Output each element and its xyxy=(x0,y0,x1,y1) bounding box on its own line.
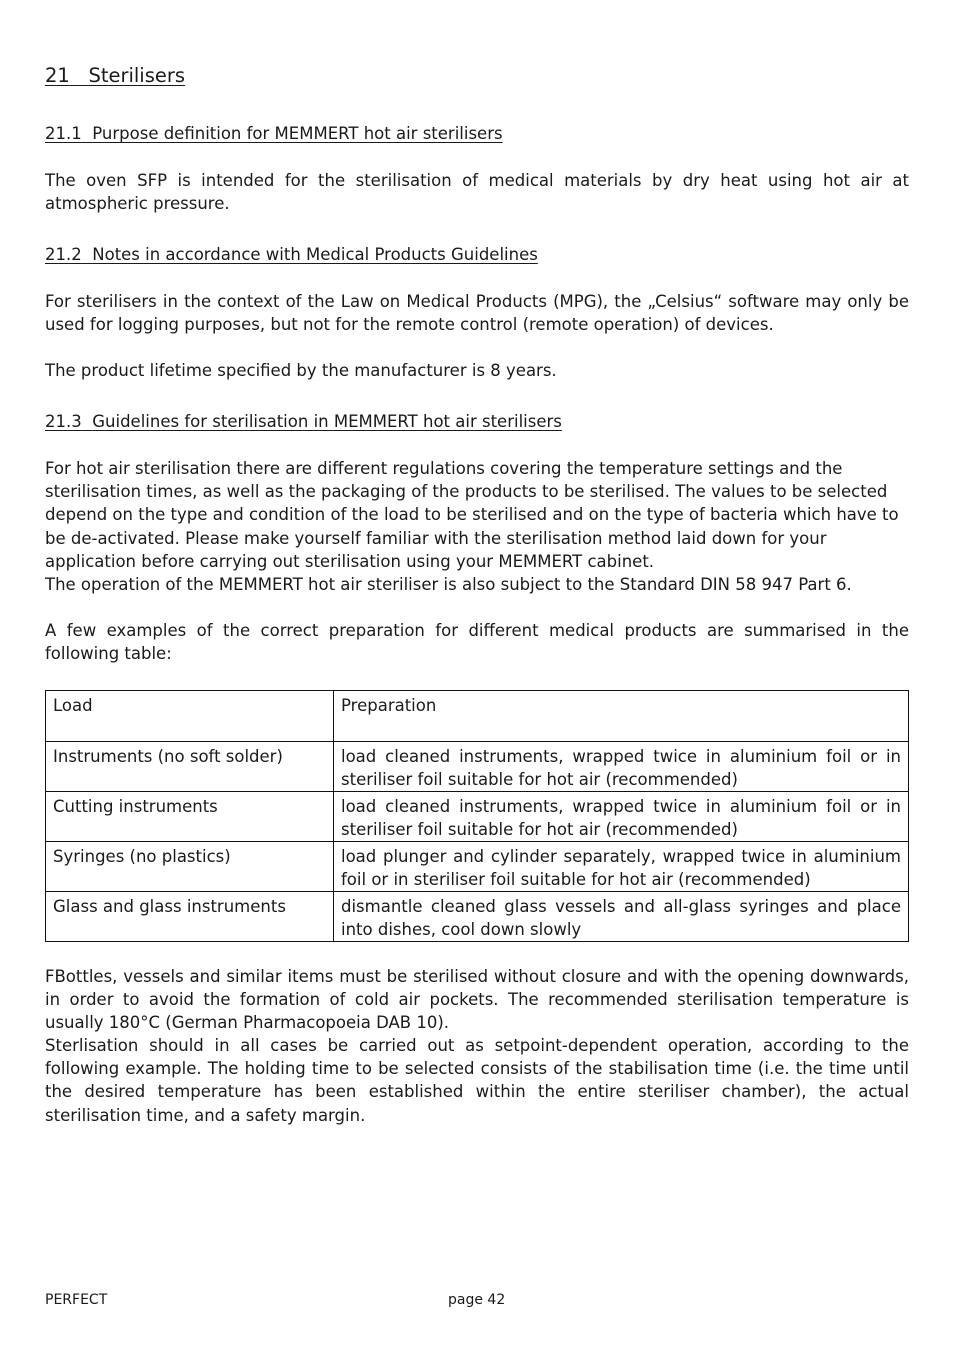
table-header-preparation: Preparation xyxy=(334,691,909,742)
paragraph-lifetime: The product lifetime specified by the manufacturer is 8 years. xyxy=(45,361,557,380)
table-cell-preparation: load cleaned instruments, wrapped twice in aluminium foil or in steriliser foil suitable for hot air (recommended) xyxy=(334,792,909,842)
table-row xyxy=(46,792,909,842)
table-cell-preparation: dismantle cleaned glass vessels and all-glass syringes and place into dishes, cool down slowly xyxy=(334,892,909,942)
subsection-number: 21.2 xyxy=(45,245,82,264)
footer-page-number: page 42 xyxy=(448,1292,506,1308)
paragraph-guidelines-1: For hot air sterilisation there are different regulations covering the temperature settings and the sterilisation times, as well as the packaging of the products to be sterilised. The values to be selected depend on the type and condition of the load to be sterilised and on the type of bacteria which have to be de-activated. Please make yourself familiar with the sterilisation method laid down for your application before carrying out sterilisation using your MEMMERT cabinet. xyxy=(45,459,899,571)
paragraph-guidelines-2: The operation of the MEMMERT hot air steriliser is also subject to the Standard DIN 58 947 Part 6. xyxy=(45,575,852,594)
paragraph-bottles: FBottles, vessels and similar items must be sterilised without closure and with the opening downwards, in order to avoid the formation of cold air pockets. The recommended sterilisation temperature is usually 180°C (German Pharmacopoeia DAB 10). xyxy=(45,967,909,1033)
table-cell-load: Cutting instruments xyxy=(46,792,334,842)
table-cell-preparation: load plunger and cylinder separately, wrapped twice in aluminium foil or in steriliser foil suitable for hot air (recommended) xyxy=(334,842,909,892)
subsection-heading-purpose xyxy=(45,124,503,143)
subsection-number: 21.3 xyxy=(45,412,82,431)
paragraph-examples-intro: A few examples of the correct preparation for different medical products are summarised in the following table: xyxy=(45,621,909,664)
subsection-heading-notes xyxy=(45,245,538,264)
subsection-heading-guidelines xyxy=(45,412,562,431)
table-cell-load: Glass and glass instruments xyxy=(46,892,334,942)
table-cell-preparation: load cleaned instruments, wrapped twice in aluminium foil or in steriliser foil suitable for hot air (recommended) xyxy=(334,742,909,792)
paragraph-mpg: For sterilisers in the context of the Law on Medical Products (MPG), the „Celsius“ software may only be used for logging purposes, but not for the remote control (remote operation) of devices. xyxy=(45,292,909,335)
subsection-title: Purpose definition for MEMMERT hot air sterilisers xyxy=(92,124,503,143)
table-cell-load: Instruments (no soft solder) xyxy=(46,742,334,792)
footer-product-name: PERFECT xyxy=(45,1292,108,1308)
table-cell-load: Syringes (no plastics) xyxy=(46,842,334,892)
subsection-number: 21.1 xyxy=(45,124,82,143)
table-header-row xyxy=(46,691,909,742)
table-row xyxy=(46,842,909,892)
section-number: 21 xyxy=(45,64,70,87)
table-row xyxy=(46,742,909,792)
paragraph-holding-time: Sterlisation should in all cases be carried out as setpoint-dependent operation, according to the following example. The holding time to be selected consists of the stabilisation time (i.e. the time until the desired temperature has been established within the entire steriliser chamber), the actual sterilisation time, and a safety margin. xyxy=(45,1036,909,1125)
subsection-title: Guidelines for sterilisation in MEMMERT hot air sterilisers xyxy=(92,412,562,431)
subsection-title: Notes in accordance with Medical Products Guidelines xyxy=(92,245,538,264)
paragraph-purpose: The oven SFP is intended for the sterilisation of medical materials by dry heat using hot air at atmospheric pressure. xyxy=(45,171,909,214)
table-row xyxy=(46,892,909,942)
section-heading xyxy=(45,64,185,87)
table-header-load: Load xyxy=(46,691,334,742)
preparation-table xyxy=(45,690,909,942)
section-title: Sterilisers xyxy=(88,64,186,87)
